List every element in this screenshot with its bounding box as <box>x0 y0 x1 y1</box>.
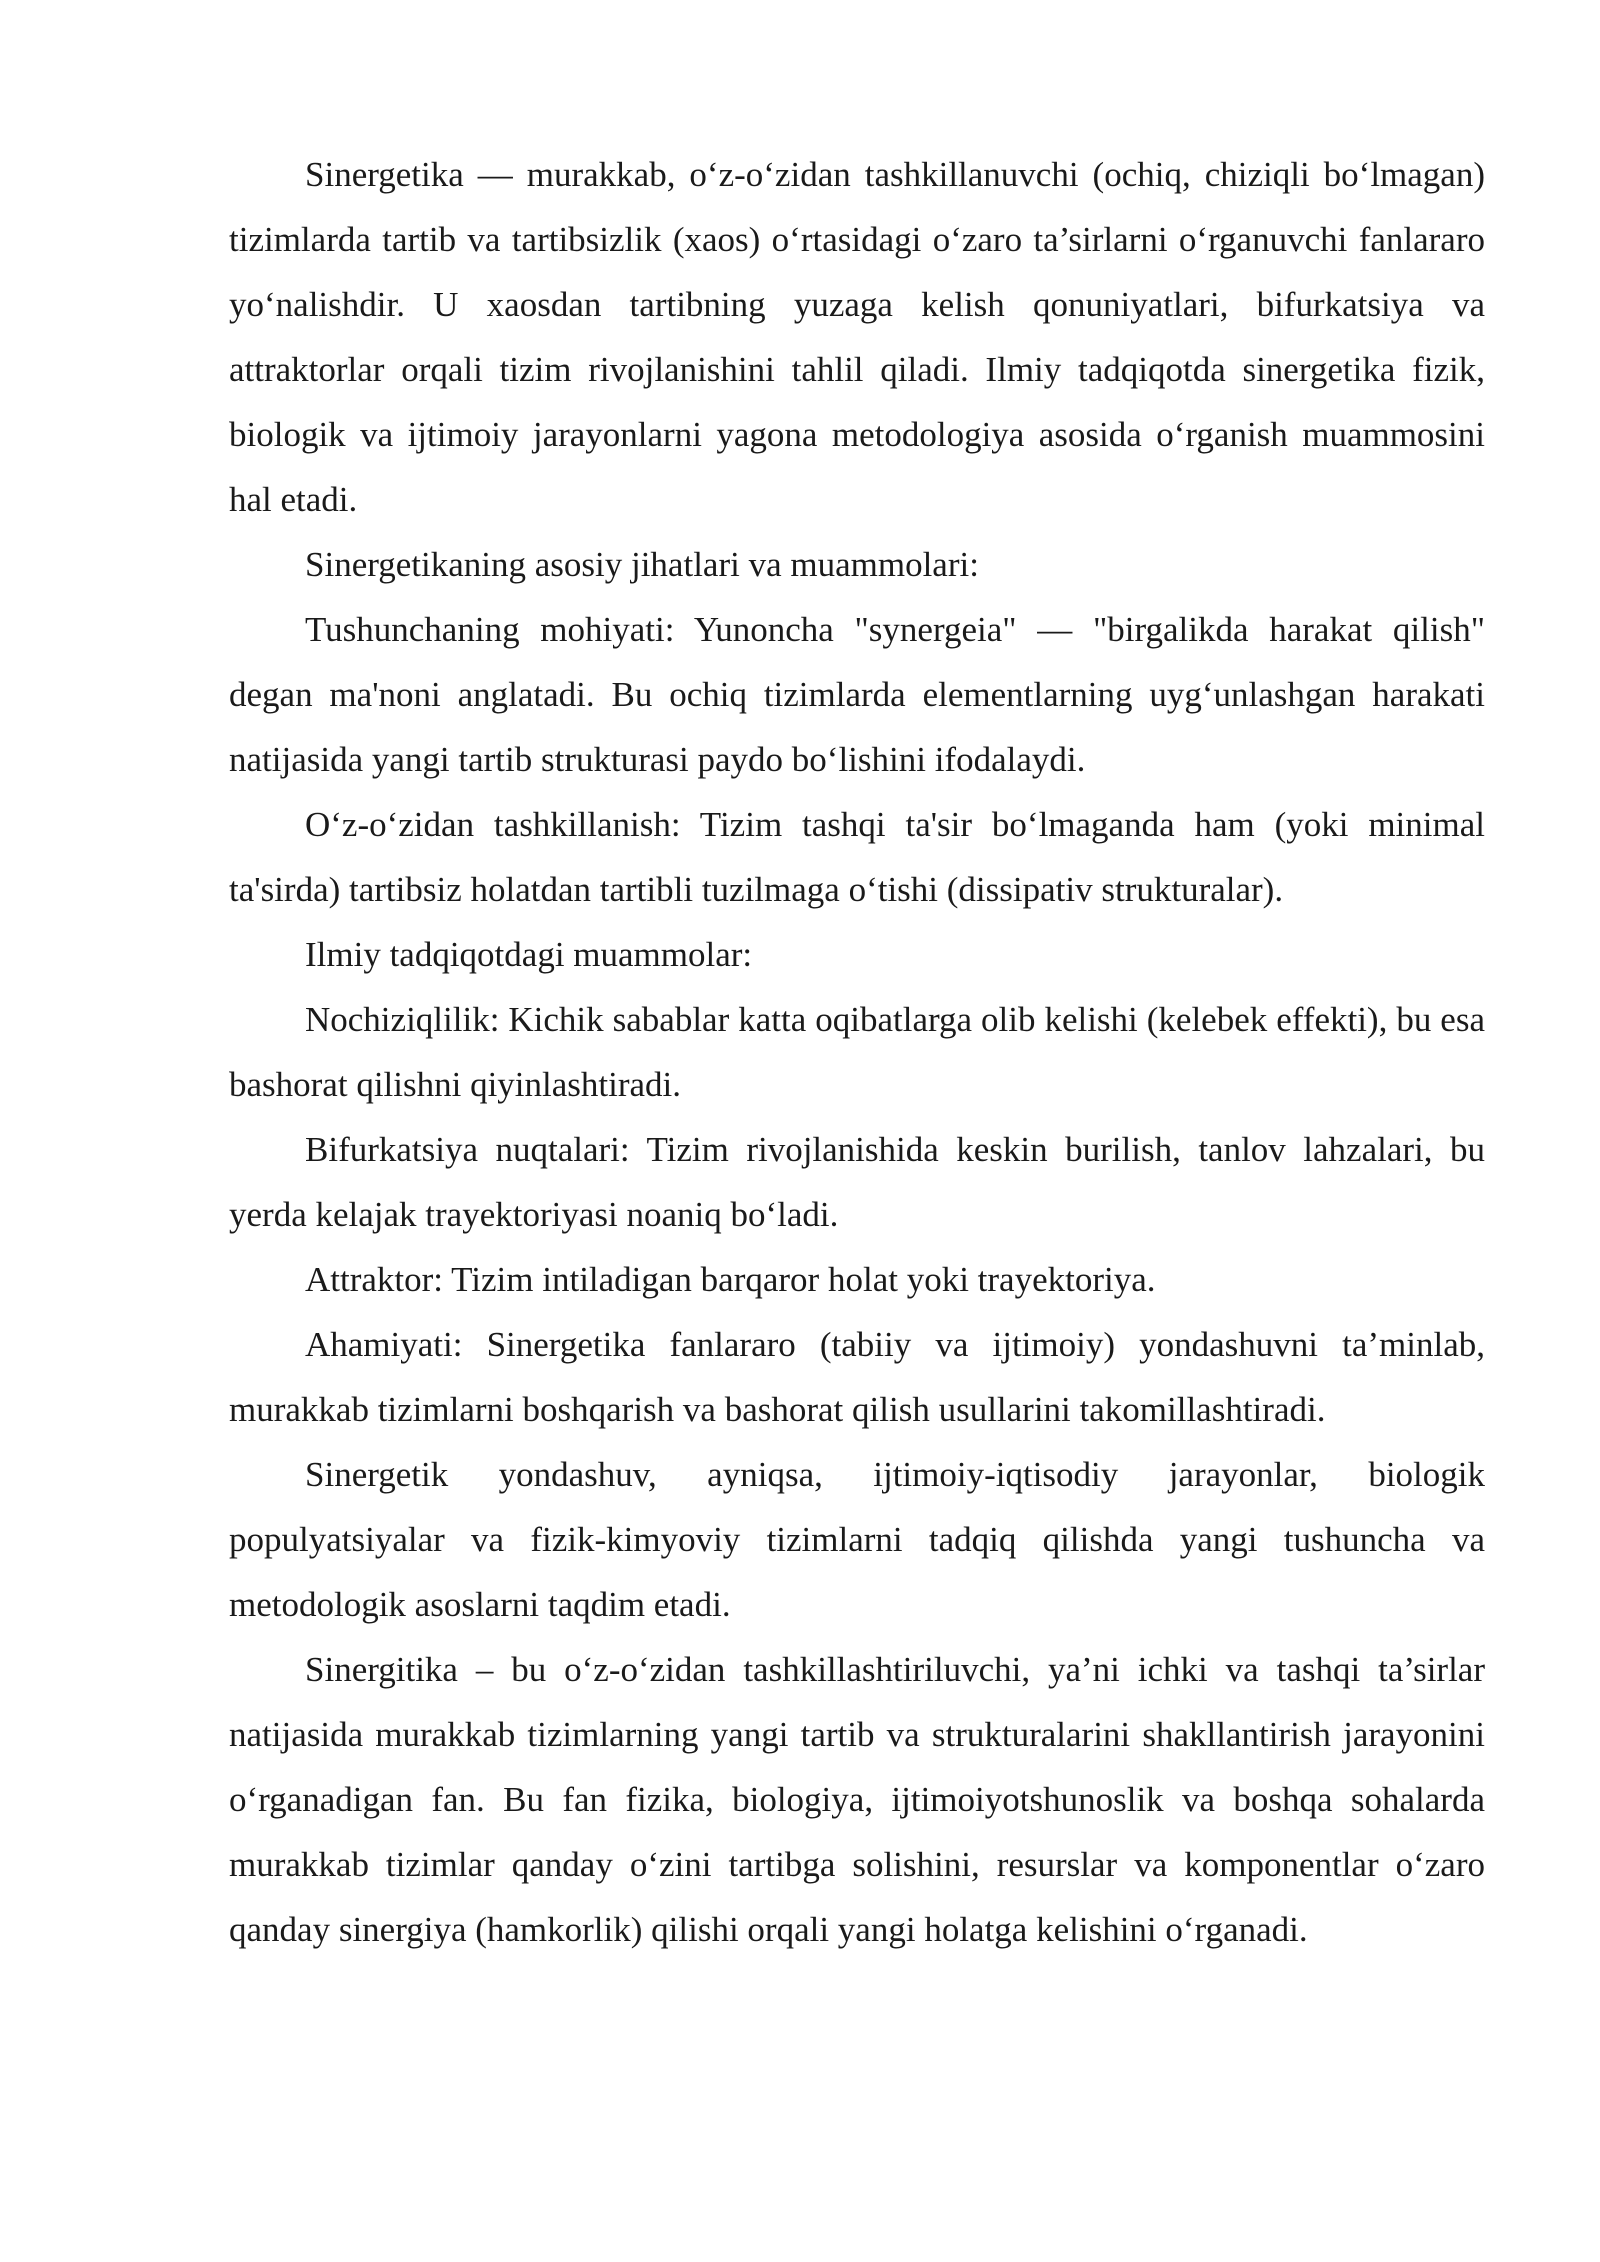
paragraph-definition: Sinergetika — murakkab, o‘z-o‘zidan tashkillanuvchi (ochiq, chiziqli bo‘lmagan) tizimlarda tartib va tartibsizlik (xaos) o‘rtasidagi o‘zaro ta’sirlarni o‘rganuvchi fanlararo yo‘nalishdir. U xaosdan tartibning yuzaga kelish qonuniyatlari, bifurkatsiya va attraktorlar orqali tizim rivojlanishini tahlil qiladi. Ilmiy tadqiqotda sinergetika fizik, biologik va ijtimoiy jarayonlarni yagona metodologiya asosida o‘rganish muammosini hal etadi. <box>229 155 1485 519</box>
paragraph-synergetic-approach: Sinergetik yondashuv, ayniqsa, ijtimoiy-iqtisodiy jarayonlar, biologik populyatsiyalar va fizik-kimyoviy tizimlarni tadqiq qilishda yangi tushuncha va metodologik asoslarni taqdim etadi. <box>229 1455 1485 1624</box>
paragraph-nonlinearity: Nochiziqlilik: Kichik sabablar katta oqibatlarga olib kelishi (kelebek effekti), bu esa bashorat qilishni qiyinlashtiradi. <box>229 1000 1485 1104</box>
paragraph-self-organization: O‘z-o‘zidan tashkillanish: Tizim tashqi ta'sir bo‘lmaganda ham (yoki minimal ta'sirda) tartibsiz holatdan tartibli tuzilmaga o‘tishi (dissipativ strukturalar). <box>229 805 1485 909</box>
paragraph-bifurcation: Bifurkatsiya nuqtalari: Tizim rivojlanishida keskin burilish, tanlov lahzalari, bu yerda kelajak trayektoriyasi noaniq bo‘ladi. <box>229 1130 1485 1234</box>
paragraph-aspects-heading: Sinergetikaning asosiy jihatlari va muammolari: <box>305 545 979 584</box>
paragraph-problems-heading: Ilmiy tadqiqotdagi muammolar: <box>305 935 753 974</box>
paragraph-synergitika-summary: Sinergitika – bu o‘z-o‘zidan tashkillashtiriluvchi, ya’ni ichki va tashqi ta’sirlar natijasida murakkab tizimlarning yangi tartib va strukturalarini shakllantirish jarayonini o‘rganadigan fan. Bu fan fizika, biologiya, ijtimoiyotshunoslik va boshqa sohalarda murakkab tizimlar qanday o‘zini tartibga solishini, resurslar va komponentlar o‘zaro qanday sinergiya (hamkorlik) qilishi orqali yangi holatga kelishini o‘rganadi. <box>229 1650 1485 1949</box>
paragraph-attractor: Attraktor: Tizim intiladigan barqaror holat yoki trayektoriya. <box>305 1260 1156 1299</box>
document-page <box>229 142 1485 1962</box>
paragraph-concept-essence: Tushunchaning mohiyati: Yunoncha "synergeia" — "birgalikda harakat qilish" degan ma'noni anglatadi. Bu ochiq tizimlarda elementlarning uyg‘unlashgan harakati natijasida yangi tartib strukturasi paydo bo‘lishini ifodalaydi. <box>229 610 1485 779</box>
paragraph-importance: Ahamiyati: Sinergetika fanlararo (tabiiy va ijtimoiy) yondashuvni ta’minlab, murakkab tizimlarni boshqarish va bashorat qilish usullarini takomillashtiradi. <box>229 1325 1485 1429</box>
